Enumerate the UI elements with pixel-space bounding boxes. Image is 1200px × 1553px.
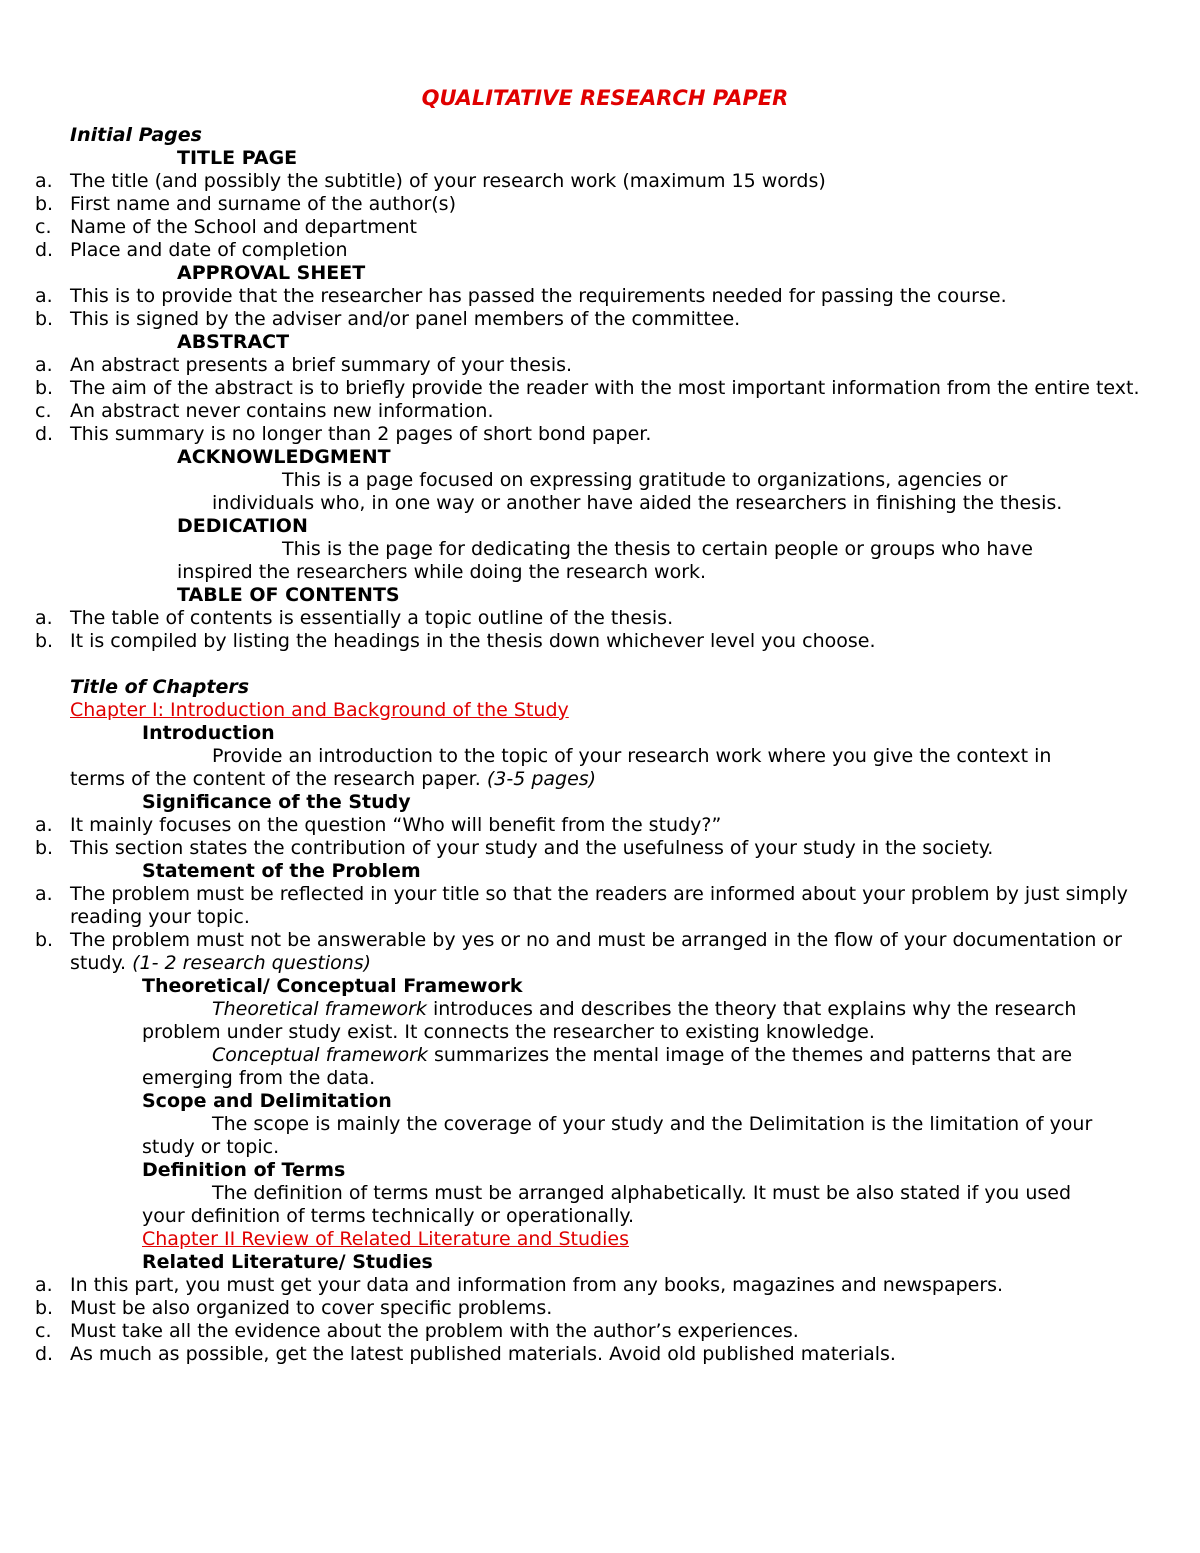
- problem-list: [35, 883, 1140, 975]
- acknowledgment-heading: ACKNOWLEDGMENT: [177, 446, 391, 468]
- toc-heading: TABLE OF CONTENTS: [177, 584, 400, 606]
- list-item: a. This is to provide that the researcher has passed the requirements needed for passing the course.: [35, 285, 1007, 307]
- list-item: a. An abstract presents a brief summary of your thesis.: [35, 354, 573, 376]
- dedication-heading: DEDICATION: [177, 515, 308, 537]
- list-item: a. In this part, you must get your data and information from any books, magazines and newspapers.: [35, 1274, 1004, 1296]
- list-item: b. The aim of the abstract is to briefly provide the reader with the most important information from the entire text.: [35, 377, 1140, 399]
- approval-sheet-heading: APPROVAL SHEET: [177, 262, 366, 284]
- list-item: b. First name and surname of the author(s): [35, 193, 456, 215]
- theoretical-line-2: problem under study exist. It connects the researcher to existing knowledge.: [142, 1021, 875, 1043]
- introduction-line-2: terms of the content of the research paper. (3-5 pages): [70, 768, 597, 790]
- significance-heading: Significance of the Study: [142, 791, 411, 813]
- list-item: c. Must take all the evidence about the problem with the author’s experiences.: [35, 1320, 799, 1342]
- list-item: b. Must be also organized to cover specific problems.: [35, 1297, 553, 1319]
- approval-sheet-list: [35, 285, 1140, 331]
- title-page-list: [35, 170, 1140, 262]
- definition-heading: Definition of Terms: [142, 1159, 346, 1181]
- list-item: a. The title (and possibly the subtitle) of your research work (maximum 15 words): [35, 170, 826, 192]
- chapter-2-title: Chapter II Review of Related Literature and Studies: [142, 1228, 629, 1250]
- list-item: b. This is signed by the adviser and/or panel members of the committee.: [35, 308, 741, 330]
- conceptual-line-1: Conceptual framework summarizes the mental image of the themes and patterns that are: [212, 1044, 1073, 1066]
- related-heading: Related Literature/ Studies: [142, 1251, 433, 1273]
- list-item: c. Name of the School and department: [35, 216, 417, 238]
- list-item: d. As much as possible, get the latest published materials. Avoid old published materials.: [35, 1343, 896, 1365]
- list-item: b. The problem must not be answerable by yes or no and must be arranged in the flow of your documentation or study. (1- 2 research questions): [35, 929, 1122, 974]
- definition-line-1: The definition of terms must be arranged alphabetically. It must be also stated if you used: [212, 1182, 1072, 1204]
- scope-line-2: study or topic.: [142, 1136, 280, 1158]
- acknowledgment-line-1: This is a page focused on expressing gratitude to organizations, agencies or: [282, 469, 1008, 491]
- related-list: [35, 1274, 1140, 1366]
- initial-pages-heading: Initial Pages: [70, 124, 202, 146]
- list-item: a. The table of contents is essentially a topic outline of the thesis.: [35, 607, 674, 629]
- dedication-line-1: This is the page for dedicating the thesis to certain people or groups who have: [282, 538, 1033, 560]
- document-title: QUALITATIVE RESEARCH PAPER: [421, 86, 789, 110]
- list-item: c. An abstract never contains new information.: [35, 400, 494, 422]
- list-item: d. Place and date of completion: [35, 239, 348, 261]
- dedication-line-2: inspired the researchers while doing the research work.: [177, 561, 707, 583]
- scope-heading: Scope and Delimitation: [142, 1090, 392, 1112]
- list-item: b. It is compiled by listing the headings in the thesis down whichever level you choose.: [35, 630, 876, 652]
- toc-list: [35, 607, 1140, 653]
- list-item: b. This section states the contribution of your study and the usefulness of your study in the society.: [35, 837, 994, 859]
- theoretical-line-1: Theoretical framework introduces and describes the theory that explains why the research: [212, 998, 1077, 1020]
- problem-heading: Statement of the Problem: [142, 860, 421, 882]
- introduction-line-1: Provide an introduction to the topic of your research work where you give the context in: [212, 745, 1052, 767]
- list-item: d. This summary is no longer than 2 pages of short bond paper.: [35, 423, 652, 445]
- list-item: a. The problem must be reflected in your title so that the readers are informed about your problem by just simply reading your topic.: [35, 883, 1128, 928]
- framework-heading: Theoretical/ Conceptual Framework: [142, 975, 523, 997]
- significance-list: [35, 814, 1140, 860]
- list-item: a. It mainly focuses on the question “Who will benefit from the study?”: [35, 814, 722, 836]
- title-page-heading: TITLE PAGE: [177, 147, 298, 169]
- definition-line-2: your definition of terms technically or operationally.: [142, 1205, 635, 1227]
- scope-line-1: The scope is mainly the coverage of your study and the Delimitation is the limitation of your: [212, 1113, 1093, 1135]
- introduction-heading: Introduction: [142, 722, 275, 744]
- chapters-heading: Title of Chapters: [70, 676, 250, 698]
- abstract-list: [35, 354, 1140, 446]
- chapter-1-title: Chapter I: Introduction and Background of the Study: [70, 699, 569, 721]
- abstract-heading: ABSTRACT: [177, 331, 290, 353]
- conceptual-line-2: emerging from the data.: [142, 1067, 376, 1089]
- acknowledgment-line-2: individuals who, in one way or another have aided the researchers in finishing the thesis.: [212, 492, 1063, 514]
